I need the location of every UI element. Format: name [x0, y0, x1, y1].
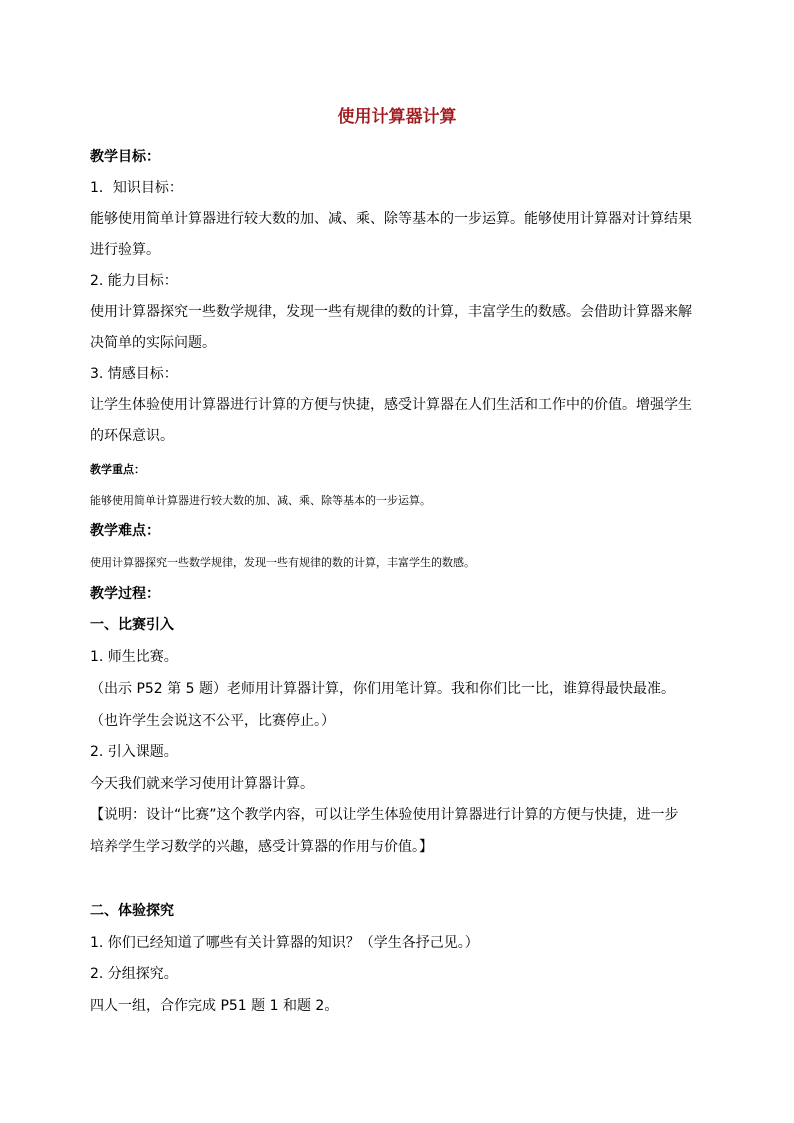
- paragraph-line: 让学生体验使用计算器进行计算的方便与快捷，感受计算器在人们生活和工作中的价值。增强学生: [90, 397, 692, 413]
- list-item: 1. 你们已经知道了哪些有关计算器的知识？（学生各抒己见。）: [90, 935, 479, 951]
- paragraph-line: 今天我们就来学习使用计算器计算。: [90, 776, 314, 792]
- section-heading-objectives: 教学目标：: [90, 149, 160, 165]
- section-heading-difficulties: 教学难点：: [90, 523, 160, 539]
- paragraph-line: 决简单的实际问题。: [90, 335, 216, 351]
- objective-3-heading: 3. 情感目标：: [90, 366, 178, 382]
- paragraph-line: （出示 P52 第 5 题）老师用计算器计算，你们用笔计算。我和你们比一比，谁算得最快最准。: [90, 681, 675, 697]
- part-2-heading: 二、体验探究: [90, 903, 174, 919]
- difficulties-text: 使用计算器探究一些数学规律，发现一些有规律的数的计算，丰富学生的数感。: [90, 556, 475, 569]
- key-points-text: 能够使用简单计算器进行较大数的加、减、乘、除等基本的一步运算。: [90, 494, 431, 507]
- objective-2-heading: 2. 能力目标：: [90, 273, 178, 289]
- section-heading-process: 教学过程：: [90, 586, 160, 602]
- paragraph-line: 能够使用简单计算器进行较大数的加、减、乘、除等基本的一步运算。能够使用计算器对计算结果: [90, 211, 692, 227]
- objective-1-heading: 1．知识目标：: [90, 180, 183, 196]
- paragraph-line: 四人一组，合作完成 P51 题 1 和题 2。: [90, 998, 339, 1014]
- note-line: 【说明：设计“比赛”这个教学内容，可以让学生体验使用计算器进行计算的方便与快捷，进一步: [90, 807, 679, 823]
- part-1-heading: 一、比赛引入: [90, 617, 174, 633]
- paragraph-line: 的环保意识。: [90, 428, 174, 444]
- paragraph-line: 进行验算。: [90, 242, 160, 258]
- section-heading-key-points: 教学重点：: [90, 463, 145, 476]
- paragraph-line: 使用计算器探究一些数学规律，发现一些有规律的数的计算，丰富学生的数感。会借助计算器来解: [90, 304, 692, 320]
- list-item: 2. 分组探究。: [90, 966, 178, 982]
- note-line: 培养学生学习数学的兴趣，感受计算器的作用与价值。】: [90, 839, 433, 855]
- list-item: 1. 师生比赛。: [90, 649, 178, 665]
- list-item: 2. 引入课题。: [90, 744, 178, 760]
- paragraph-line: （也许学生会说这不公平，比赛停止。）: [90, 713, 335, 729]
- document-title: 使用计算器计算: [337, 107, 457, 127]
